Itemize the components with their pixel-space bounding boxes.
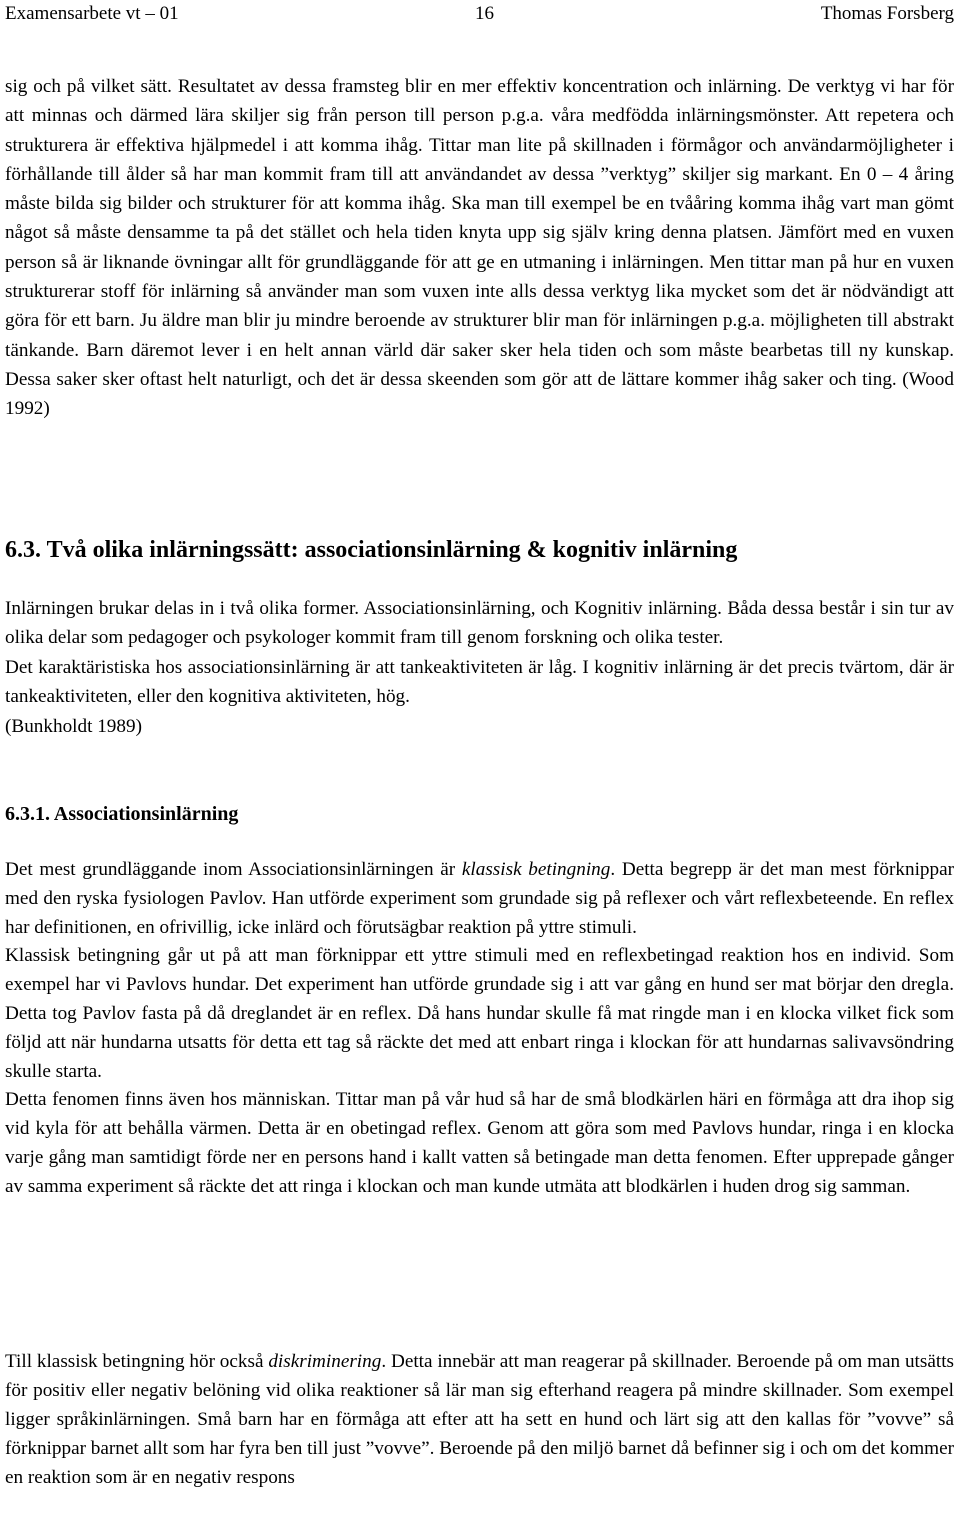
emphasis-term: diskriminering — [268, 1351, 382, 1372]
page-header — [5, 2, 954, 26]
paragraph — [5, 856, 954, 942]
section-heading-6-3: 6.3. Två olika inlärningssätt: associationsinlärning & kognitiv inlärning — [5, 537, 738, 563]
paragraph: Inlärningen brukar delas in i två olika former. Associationsinlärning, och Kognitiv inlärning. Båda dessa består i sin tur av olika delar som pedagoger och psykologer kommit fram till genom forskning och olika tester. — [5, 598, 954, 649]
text-run: Det mest grundläggande inom Associationsinlärningen är — [5, 859, 462, 880]
intro-section — [5, 72, 954, 424]
section-6-3-1-continued — [5, 1347, 954, 1492]
text-run: . Detta begrepp är det man mest förknippar med den ryska fysiologen Pavlov. Han utförde experiment som grundade sig på reflexer och vårt reflexbeteende. En reflex har definitionen, en ofrivillig, icke inlärd och förutsägbar reaktion på yttre stimuli. — [5, 859, 954, 938]
intro-paragraph: sig och på vilket sätt. Resultatet av dessa framsteg blir en mer effektiv koncentration och inlärning. De verktyg vi har för att minnas och därmed lära skiljer sig från person till person p.g.a. våra medfödda inlärningsmönster. Att repetera och strukturera är effektiva hjälpmedel i att komma ihåg. Tittar man lite på skillnaden i förmågor och användarmöjligheter i förhållande till ålder så har man kommit fram till att användandet av dessa ”verktyg” skiljer sig markant. En 0 – 4 åring måste bilda sig bilder och strukturer för att komma ihåg. Ska man till exempel be en tvååring komma ihåg vart man gömt något så måste densamme ta på det stället och hela tiden knyta upp sig själv kring denna platsen. Jämfört med en vuxen person så är liknande övningar allt för grundläggande för att ge en utmaning i inlärningen. Men tittar man på hur en vuxen strukturerar stoff för inlärning så använder man som vuxen inte alls dessa verktyg lika mycket som det är nödvändigt att göra för ett barn. Ju äldre man blir ju mindre beroende av strukturer blir man för inlärningen p.g.a. möjligheten till abstrakt tänkande. Barn däremot lever i en helt annan värld där saker sker hela tiden och som måste bearbetas till ny kunskap. Dessa saker sker oftast helt naturligt, och det är dessa skeenden som gör att de lättare kommer ihåg saker och ting. (Wood 1992) — [5, 76, 954, 420]
section-6-3-body — [5, 594, 954, 741]
citation: (Bunkholdt 1989) — [5, 715, 142, 737]
section-6-3-1-body — [5, 856, 954, 1202]
text-run: . Detta innebär att man reagerar på skillnader. Beroende på om man utsätts för positiv eller negativ belöning vid olika reaktioner så lär man sig efterhand reagera på mindre skillnader. Som exempel ligger språkinlärningen. Små barn har en förmåga att efter att ha sett en hund och lärt sig att den kallas för ”vovve” så förknippar barnet allt som har fyra ben till just ”vovve”. Beroende på den miljö barnet då befinner sig i och om det kommer en reaktion som är en negativ respons — [5, 1351, 955, 1488]
section-heading-6-3-1: 6.3.1. Associationsinlärning — [5, 803, 239, 825]
text-run: Till klassisk betingning hör också — [5, 1351, 269, 1372]
page-number: 16 — [475, 3, 494, 24]
paragraph: Detta fenomen finns även hos människan. Tittar man på vår hud så har de små blodkärlen häri en förmåga att dra ihop sig vid kyla för att behålla värmen. Detta är en obetingad reflex. Genom att göra som med Pavlovs hundar, ringa i en klocka varje gång man samtidigt förde ner en persons hand i kallt vatten så betingade man detta fenomen. Efter upprepade gånger av samma experiment så räckte det att ringa i klockan och man kunde utmäta att blodkärlen i huden drog sig samman. — [5, 1089, 954, 1197]
paragraph — [5, 1347, 954, 1492]
header-author: Thomas Forsberg — [820, 3, 954, 24]
header-title: Examensarbete vt – 01 — [5, 3, 179, 24]
paragraph: Klassisk betingning går ut på att man förknippar ett yttre stimuli med en reflexbetingad reaktion hos en individ. Som exempel har vi Pavlovs hundar. Det experiment han utförde grundade sig i att var gång en hund ser mat börjar den dregla. Detta tog Pavlov fasta på då dreglandet är en reflex. Då hans hundar skulle få mat ringde man i en klocka vilket fick som följd att när hundarna utsatts för detta ett tag så räckte det med att enbart ringa i klockan för att hundarnas salivavsöndring skulle starta. — [5, 945, 954, 1082]
paragraph: Det karaktäristiska hos associationsinlärning är att tankeaktiviteten är låg. I kognitiv inlärning är det precis tvärtom, där är tankeaktiviteten, eller den kognitiva aktiviteten, hög. — [5, 656, 954, 708]
emphasis-term: klassisk betingning — [461, 859, 611, 880]
